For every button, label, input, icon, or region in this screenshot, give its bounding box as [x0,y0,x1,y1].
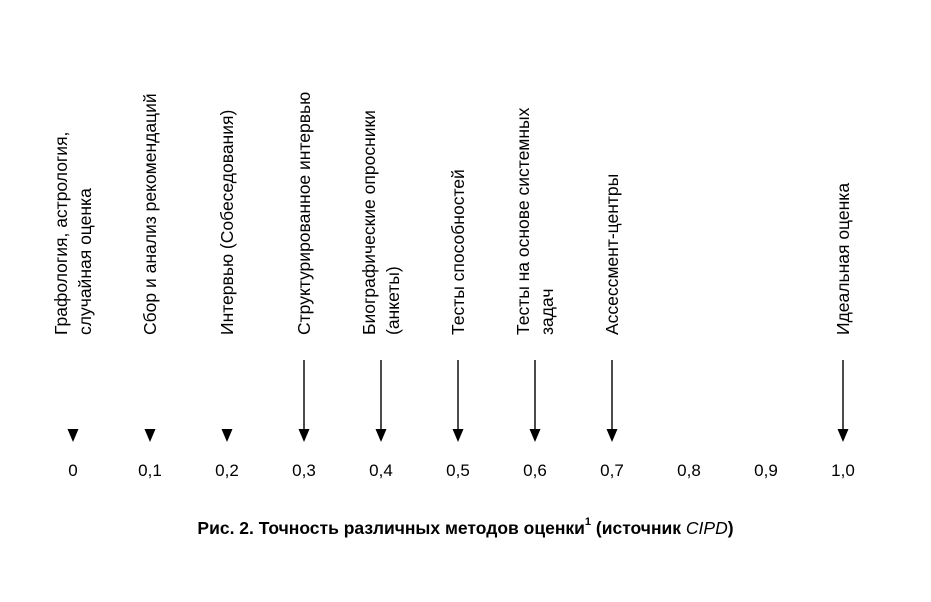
method-arrow [145,429,156,442]
scale-tick-label: 0,1 [138,461,162,480]
caption-footnote-mark: 1 [584,516,592,528]
scale-tick-label: 0 [68,461,78,480]
method-arrow [530,360,541,442]
method-label-line: случайная оценка [75,188,95,335]
method-label-line: Сбор и анализ рекомендаций [140,93,160,335]
scale-tick-label: 0,3 [292,461,316,480]
caption-source-close: ) [727,518,734,538]
scale-tick-label: 0,2 [215,461,239,480]
method-arrow [453,360,464,442]
scale-tick-label: 0,8 [677,461,701,480]
method-arrow [376,360,387,442]
caption-title: Рис. 2. Точность различных методов оценки [197,518,585,538]
method-label-line: задач [537,288,557,335]
method-labels [51,92,853,335]
method-arrow [68,429,79,442]
scale-tick-label: 0,6 [523,461,547,480]
method-label-line: Структурированное интервью [294,91,314,335]
method-arrows [68,360,849,442]
method-label-line: Тесты способностей [448,169,468,335]
caption-source-open: (источник [591,518,686,538]
scale-tick-label: 0,9 [754,461,778,480]
method-label [294,92,314,335]
method-label [448,169,468,335]
method-arrow [222,429,233,442]
method-label [513,107,557,335]
scale-tick-label: 1,0 [831,461,855,480]
method-label-line: Идеальная оценка [833,182,853,335]
scale-tick-label: 0,4 [369,461,393,480]
scale-tick-label: 0,7 [600,461,624,480]
method-label [217,110,237,335]
method-arrow [607,360,618,442]
scale-tick-label: 0,5 [446,461,470,480]
method-label-line: (анкеты) [383,266,403,335]
caption-source-name: CIPD [685,518,728,538]
method-label [602,174,622,335]
method-label [51,132,95,335]
method-label-line: Биографические опросники [359,110,379,335]
method-arrow [838,360,849,442]
method-label [359,110,403,335]
accuracy-scale-ticks [68,461,855,480]
method-label-line: Интервью (Собеседования) [217,109,237,335]
method-label-line: Ассессмент-центры [602,173,622,335]
method-label [833,183,853,335]
method-arrow [299,360,310,442]
figure-caption [0,518,931,539]
method-label-line: Графология, астрология, [51,131,71,335]
method-label [140,93,160,335]
method-label-line: Тесты на основе системных [513,107,533,335]
